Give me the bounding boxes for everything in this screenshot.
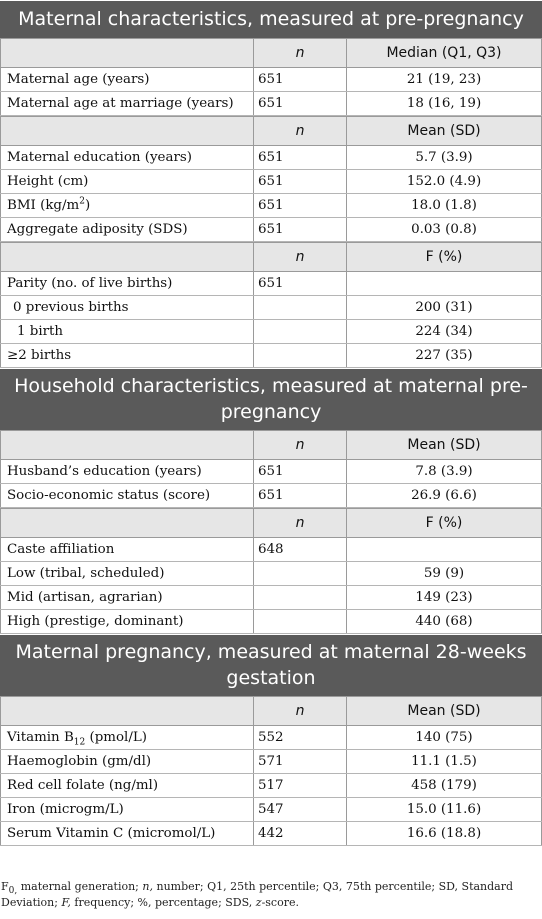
table-row <box>0 610 542 634</box>
row-label: Maternal age (years) <box>0 68 254 91</box>
row-value: 18 (16, 19) <box>347 92 542 115</box>
table-row <box>0 272 542 296</box>
section-title-household: Household characteristics, measured at maternal pre-pregnancy <box>0 368 542 430</box>
header-stat: F (%) <box>347 243 542 271</box>
group-header <box>0 38 542 68</box>
group-header <box>0 116 542 146</box>
header-n: n <box>254 243 347 271</box>
row-value: 200 (31) <box>347 296 542 319</box>
row-value <box>347 538 542 561</box>
row-label: Height (cm) <box>0 170 254 193</box>
table-row <box>0 726 542 750</box>
header-n: n <box>254 39 347 67</box>
row-n <box>254 562 347 585</box>
row-n: 547 <box>254 798 347 821</box>
header-label-cell <box>0 431 254 459</box>
row-n <box>254 610 347 633</box>
table-row <box>0 822 542 846</box>
row-value: 227 (35) <box>347 344 542 367</box>
table-row <box>0 798 542 822</box>
header-label-cell <box>0 243 254 271</box>
section-title-pregnancy: Maternal pregnancy, measured at maternal 28-weeks gestation <box>0 634 542 696</box>
row-value: 18.0 (1.8) <box>347 194 542 217</box>
row-value: 16.6 (18.8) <box>347 822 542 845</box>
group-header <box>0 696 542 726</box>
row-n <box>254 320 347 343</box>
table-row <box>0 146 542 170</box>
row-value: 5.7 (3.9) <box>347 146 542 169</box>
row-value: 224 (34) <box>347 320 542 343</box>
row-n: 651 <box>254 68 347 91</box>
table-row <box>0 586 542 610</box>
group-header <box>0 430 542 460</box>
row-label: Husband’s education (years) <box>0 460 254 483</box>
row-value: 0.03 (0.8) <box>347 218 542 241</box>
row-label: Caste affiliation <box>0 538 254 561</box>
table-row <box>0 774 542 798</box>
table-row <box>0 460 542 484</box>
header-label-cell <box>0 117 254 145</box>
table-row <box>0 92 542 116</box>
row-value: 149 (23) <box>347 586 542 609</box>
row-label: 0 previous births <box>0 296 254 319</box>
footnote-term: F, <box>61 896 71 909</box>
row-value: 440 (68) <box>347 610 542 633</box>
row-label-text: ) <box>84 198 91 213</box>
row-n <box>254 296 347 319</box>
row-value: 59 (9) <box>347 562 542 585</box>
row-n: 648 <box>254 538 347 561</box>
row-label-text: BMI (kg/m <box>7 198 80 213</box>
row-label: ≥2 births <box>0 344 254 367</box>
row-n: 442 <box>254 822 347 845</box>
row-label: Iron (microgm/L) <box>0 798 254 821</box>
row-label: Red cell folate (ng/ml) <box>0 774 254 797</box>
header-label-cell <box>0 697 254 725</box>
table-row <box>0 68 542 92</box>
header-stat: Mean (SD) <box>347 697 542 725</box>
header-n: n <box>254 509 347 537</box>
table-row <box>0 320 542 344</box>
table-row <box>0 344 542 368</box>
table-row <box>0 562 542 586</box>
row-value: 15.0 (11.6) <box>347 798 542 821</box>
row-label <box>0 726 254 749</box>
header-label-cell <box>0 39 254 67</box>
row-value: 21 (19, 23) <box>347 68 542 91</box>
footnote-sub: 0, <box>8 886 18 897</box>
row-n: 651 <box>254 272 347 295</box>
footnote-text: frequency; %, percentage; SDS, <box>70 896 256 909</box>
header-stat: F (%) <box>347 509 542 537</box>
row-n: 651 <box>254 460 347 483</box>
row-n: 651 <box>254 218 347 241</box>
row-label: Low (tribal, scheduled) <box>0 562 254 585</box>
row-label: High (prestige, dominant) <box>0 610 254 633</box>
row-value: 7.8 (3.9) <box>347 460 542 483</box>
row-label-text: (pmol/L) <box>85 730 147 745</box>
table-row <box>0 750 542 774</box>
row-label: Serum Vitamin C (micromol/L) <box>0 822 254 845</box>
row-label: Socio-economic status (score) <box>0 484 254 507</box>
row-n: 571 <box>254 750 347 773</box>
header-stat: Mean (SD) <box>347 117 542 145</box>
row-value: 152.0 (4.9) <box>347 170 542 193</box>
header-n: n <box>254 431 347 459</box>
row-label <box>0 194 254 217</box>
row-n <box>254 344 347 367</box>
row-value: 26.9 (6.6) <box>347 484 542 507</box>
group-header <box>0 242 542 272</box>
footnote-text: -score. <box>261 896 299 909</box>
footnote-term: n, <box>142 880 153 893</box>
row-label: Mid (artisan, agrarian) <box>0 586 254 609</box>
row-label-sub: 12 <box>73 737 86 748</box>
row-label: Aggregate adiposity (SDS) <box>0 218 254 241</box>
row-label: Parity (no. of live births) <box>0 272 254 295</box>
row-value <box>347 272 542 295</box>
header-n: n <box>254 117 347 145</box>
table-footnote <box>0 879 542 911</box>
row-label-text: Vitamin B <box>7 730 74 745</box>
row-n: 552 <box>254 726 347 749</box>
header-n: n <box>254 697 347 725</box>
footnote-text: maternal generation; <box>17 880 143 893</box>
footnote-text: number; Q1, 25th percentile; Q3, 75th percentile; SD, Standard Deviation; <box>1 880 514 909</box>
row-label: 1 birth <box>0 320 254 343</box>
row-n: 651 <box>254 92 347 115</box>
row-n <box>254 586 347 609</box>
row-n: 651 <box>254 194 347 217</box>
group-header <box>0 508 542 538</box>
table-row <box>0 194 542 218</box>
row-label: Haemoglobin (gm/dl) <box>0 750 254 773</box>
section-title-maternal: Maternal characteristics, measured at pre-pregnancy <box>0 0 542 38</box>
row-value: 11.1 (1.5) <box>347 750 542 773</box>
table-row <box>0 296 542 320</box>
table-row <box>0 484 542 508</box>
row-value: 458 (179) <box>347 774 542 797</box>
table-row <box>0 170 542 194</box>
footnote-term: z <box>255 896 262 909</box>
header-label-cell <box>0 509 254 537</box>
row-n: 651 <box>254 170 347 193</box>
header-stat: Median (Q1, Q3) <box>347 39 542 67</box>
row-label: Maternal education (years) <box>0 146 254 169</box>
row-n: 651 <box>254 484 347 507</box>
row-label-sup: 2 <box>79 196 85 207</box>
table-row <box>0 218 542 242</box>
row-n: 517 <box>254 774 347 797</box>
header-stat: Mean (SD) <box>347 431 542 459</box>
row-n: 651 <box>254 146 347 169</box>
row-label: Maternal age at marriage (years) <box>0 92 254 115</box>
footnote-text: F <box>1 880 9 893</box>
table-row <box>0 538 542 562</box>
row-value: 140 (75) <box>347 726 542 749</box>
